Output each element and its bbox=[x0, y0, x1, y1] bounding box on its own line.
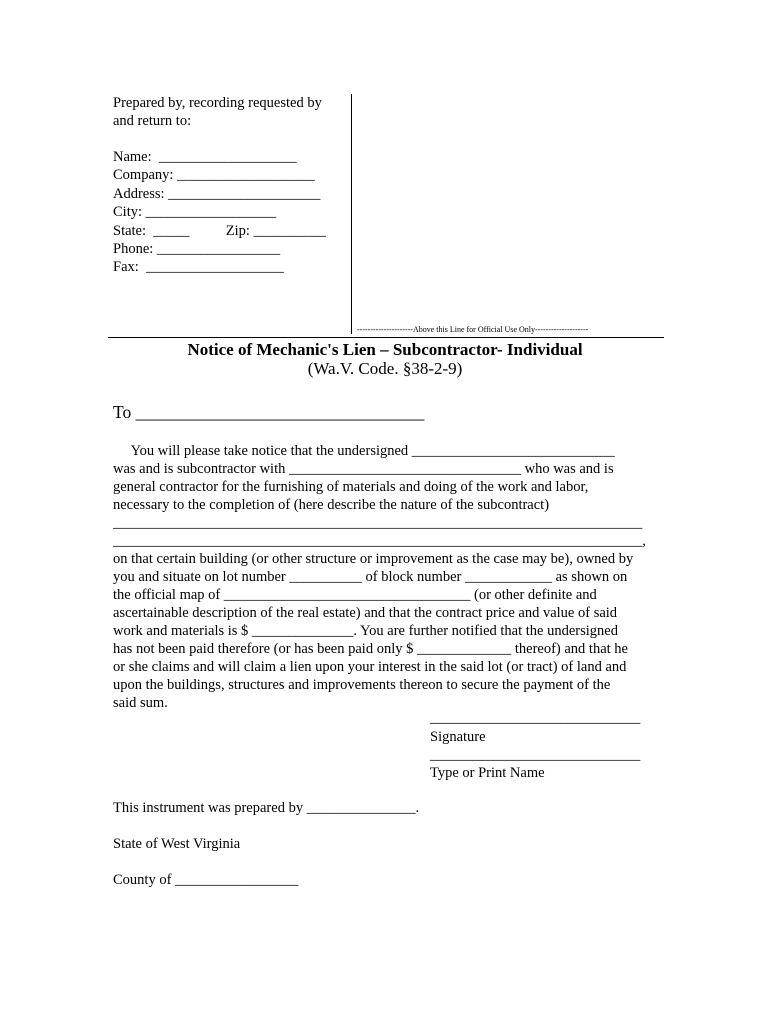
state-zip-field[interactable]: State: _____ Zip: __________ bbox=[113, 223, 327, 239]
document-title: Notice of Mechanic's Lien – Subcontractor- Individual bbox=[187, 340, 583, 359]
prepared-by-line2: and return to: bbox=[113, 113, 192, 129]
county-field[interactable]: County of _________________ bbox=[113, 872, 299, 888]
body-line: or she claims and will claim a lien upon your interest in the said lot (or tract) of land and bbox=[113, 659, 627, 675]
address-field[interactable]: Address: _____________________ bbox=[113, 186, 321, 202]
body-line: ascertainable description of the real estate) and that the contract price and value of said bbox=[113, 605, 618, 621]
body-line: on that certain building (or other structure or improvement as the case may be), owned by bbox=[113, 551, 634, 567]
company-field[interactable]: Company: ___________________ bbox=[113, 167, 315, 183]
city-field[interactable]: City: __________________ bbox=[113, 204, 277, 220]
body-line[interactable]: has not been paid therefore (or has been paid only $ _____________ thereof) and that he bbox=[113, 641, 628, 657]
body-line: upon the buildings, structures and improvements thereon to secure the payment of the bbox=[113, 677, 611, 693]
signature-line[interactable]: _____________________________ bbox=[430, 710, 641, 726]
body-line[interactable]: the official map of __________________________________ (or other definite and bbox=[113, 587, 597, 603]
phone-field[interactable]: Phone: _________________ bbox=[113, 241, 281, 257]
body-line[interactable]: you and situate on lot number __________ of block number ____________ as shown on bbox=[113, 569, 628, 585]
body-line[interactable]: You will please take notice that the undersigned ____________________________ bbox=[113, 443, 615, 459]
official-use-divider-vertical bbox=[351, 94, 352, 334]
body-line[interactable]: _________________________________________________________________________, bbox=[113, 533, 646, 549]
prepared-by-line1: Prepared by, recording requested by bbox=[113, 95, 322, 111]
name-field[interactable]: Name: ___________________ bbox=[113, 149, 297, 165]
print-name-line[interactable]: _____________________________ bbox=[430, 747, 641, 763]
prepared-by-statement[interactable]: This instrument was prepared by _______________. bbox=[113, 800, 420, 816]
print-name-label: Type or Print Name bbox=[430, 765, 545, 781]
document-subtitle: (Wa.V. Code. §38-2-9) bbox=[307, 359, 463, 378]
body-line: said sum. bbox=[113, 695, 168, 711]
state-label: State of West Virginia bbox=[113, 836, 241, 852]
official-use-divider-horizontal bbox=[108, 337, 664, 338]
body-line: general contractor for the furnishing of materials and doing of the work and labor, bbox=[113, 479, 589, 495]
body-line[interactable]: work and materials is $ ______________. You are further notified that the undersigned bbox=[113, 623, 618, 639]
fax-field[interactable]: Fax: ___________________ bbox=[113, 259, 284, 275]
to-field[interactable]: To _________________________________ bbox=[113, 402, 425, 422]
official-use-label: ---------------------Above this Line for Official Use Only-------------------- bbox=[357, 325, 589, 334]
body-line: necessary to the completion of (here describe the nature of the subcontract) bbox=[113, 497, 550, 513]
signature-label: Signature bbox=[430, 729, 486, 745]
body-line[interactable]: was and is subcontractor with ________________________________ who was and is bbox=[113, 461, 614, 477]
body-line[interactable]: _________________________________________________________________________ bbox=[113, 515, 643, 531]
